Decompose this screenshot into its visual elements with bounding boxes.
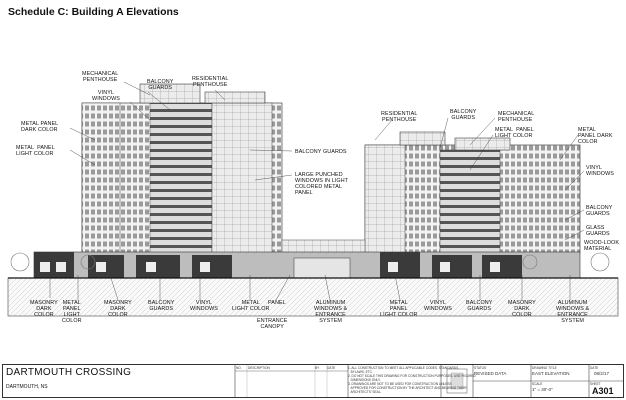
- label-aluminum-windows-2: ALUMINUM WINDOWS & ENTRANCE SYSTEM: [556, 300, 590, 324]
- revision-col-by: BY: [315, 366, 320, 370]
- schedule-title: Schedule C: Building A Elevations: [8, 6, 179, 18]
- podium: [34, 252, 580, 278]
- label-panel-1: PANEL: [268, 300, 286, 306]
- label-mechanical-penthouse-left: MECHANICAL PENTHOUSE: [82, 71, 119, 83]
- label-vinyl-windows-left: VINYL WINDOWS: [92, 90, 120, 102]
- label-mechanical-penthouse-right: MECHANICAL PENTHOUSE: [498, 111, 535, 123]
- status-value: REVISED DATA: [474, 371, 507, 376]
- tower-right: [365, 132, 580, 253]
- date-value: 08/2/17: [594, 371, 610, 376]
- label-vinyl-windows-right: VINYL WINDOWS: [586, 165, 614, 177]
- revision-col-date: DATE: [327, 366, 336, 370]
- drawing-title: EAST ELEVATION: [532, 371, 570, 376]
- tower-left: [82, 84, 282, 253]
- label-vinyl-windows-2: VINYL WINDOWS: [424, 300, 452, 312]
- label-masonry-dark-2: MASONRY DARK COLOR: [104, 300, 132, 318]
- label-residential-penthouse-left: RESIDENTIAL PENTHOUSE: [192, 76, 229, 88]
- label-glass-guards: GLASS GUARDS: [586, 225, 610, 237]
- scale-label: SCALE: [532, 382, 543, 386]
- label-aluminum-windows-1: ALUMINUM WINDOWS & ENTRANCE SYSTEM: [314, 300, 348, 324]
- sheet-label: SHEET: [590, 382, 601, 386]
- label-balcony-guards-2: BALCONY GUARDS: [466, 300, 493, 312]
- revision-col-no: NO.: [236, 366, 242, 370]
- label-wood-look-material: WOOD-LOOK MATERIAL: [584, 240, 620, 252]
- label-metal-panel-light-left: METAL PANEL LIGHT COLOR: [16, 145, 55, 157]
- scale-value: 1" = 30'-0": [532, 387, 553, 392]
- label-metal-panel-light-2: METAL PANEL LIGHT COLOR: [380, 300, 418, 318]
- project-location: DARTMOUTH, NS: [6, 384, 48, 390]
- label-balcony-guards-1: BALCONY GUARDS: [148, 300, 175, 312]
- label-balcony-guards-right: BALCONY GUARDS: [586, 205, 613, 217]
- label-metal-panel-light-right: METAL PANEL LIGHT COLOR: [495, 127, 534, 139]
- label-balcony-guards-mid: BALCONY GUARDS: [295, 149, 347, 155]
- label-entrance-canopy: ENTRANCE CANOPY: [257, 318, 288, 330]
- general-notes: 1. ALL CONSTRUCTION TO MEET ALL APPLICABLE CODES, STANDARDS, BYLAWS, ETC. 2. DO NOT SCALE THIS DRAWING FOR CONSTRUCTION PURPOSES, USE FIGURED DIMENSIONS ONLY. 3. DRAWINGS ARE NOT TO BE USED FOR CONSTRUCTION UNLESS APPROVED FOR CONSTRUCTION BY THE ARCHITECT AND BEARING THEIR ARCHITECTS' SEAL.: [348, 366, 476, 394]
- sheet-number: A301: [592, 386, 614, 396]
- label-balcony-guards-top-left: BALCONY GUARDS: [147, 79, 174, 91]
- label-metal-light-color-1: METAL LIGHT COLOR: [232, 300, 270, 312]
- label-large-punched-windows: LARGE PUNCHED WINDOWS IN LIGHT COLORED METAL PANEL: [295, 172, 349, 196]
- label-residential-penthouse-right: RESIDENTIAL PENTHOUSE: [381, 111, 418, 123]
- label-masonry-dark-1: MASONRY DARK COLOR: [30, 300, 58, 318]
- date-label: DATE: [590, 366, 599, 370]
- label-masonry-dark-3: MASONRY DARK COLOR: [508, 300, 536, 318]
- label-metal-panel-dark-left: METAL PANEL DARK COLOR: [21, 121, 59, 133]
- label-vinyl-windows-1: VINYL WINDOWS: [190, 300, 218, 312]
- drawing-title-label: DRAWING TITLE: [532, 366, 557, 370]
- revision-col-description: DESCRIPTION: [248, 366, 270, 370]
- project-name: DARTMOUTH CROSSING: [6, 367, 132, 378]
- status-label: STATUS: [474, 366, 487, 370]
- label-metal-panel-dark-right: METAL PANEL DARK COLOR: [578, 127, 613, 145]
- label-metal-panel-light-1: METAL PANEL LIGHT COLOR: [62, 300, 82, 324]
- label-balcony-guards-top-right: BALCONY GUARDS: [450, 109, 477, 121]
